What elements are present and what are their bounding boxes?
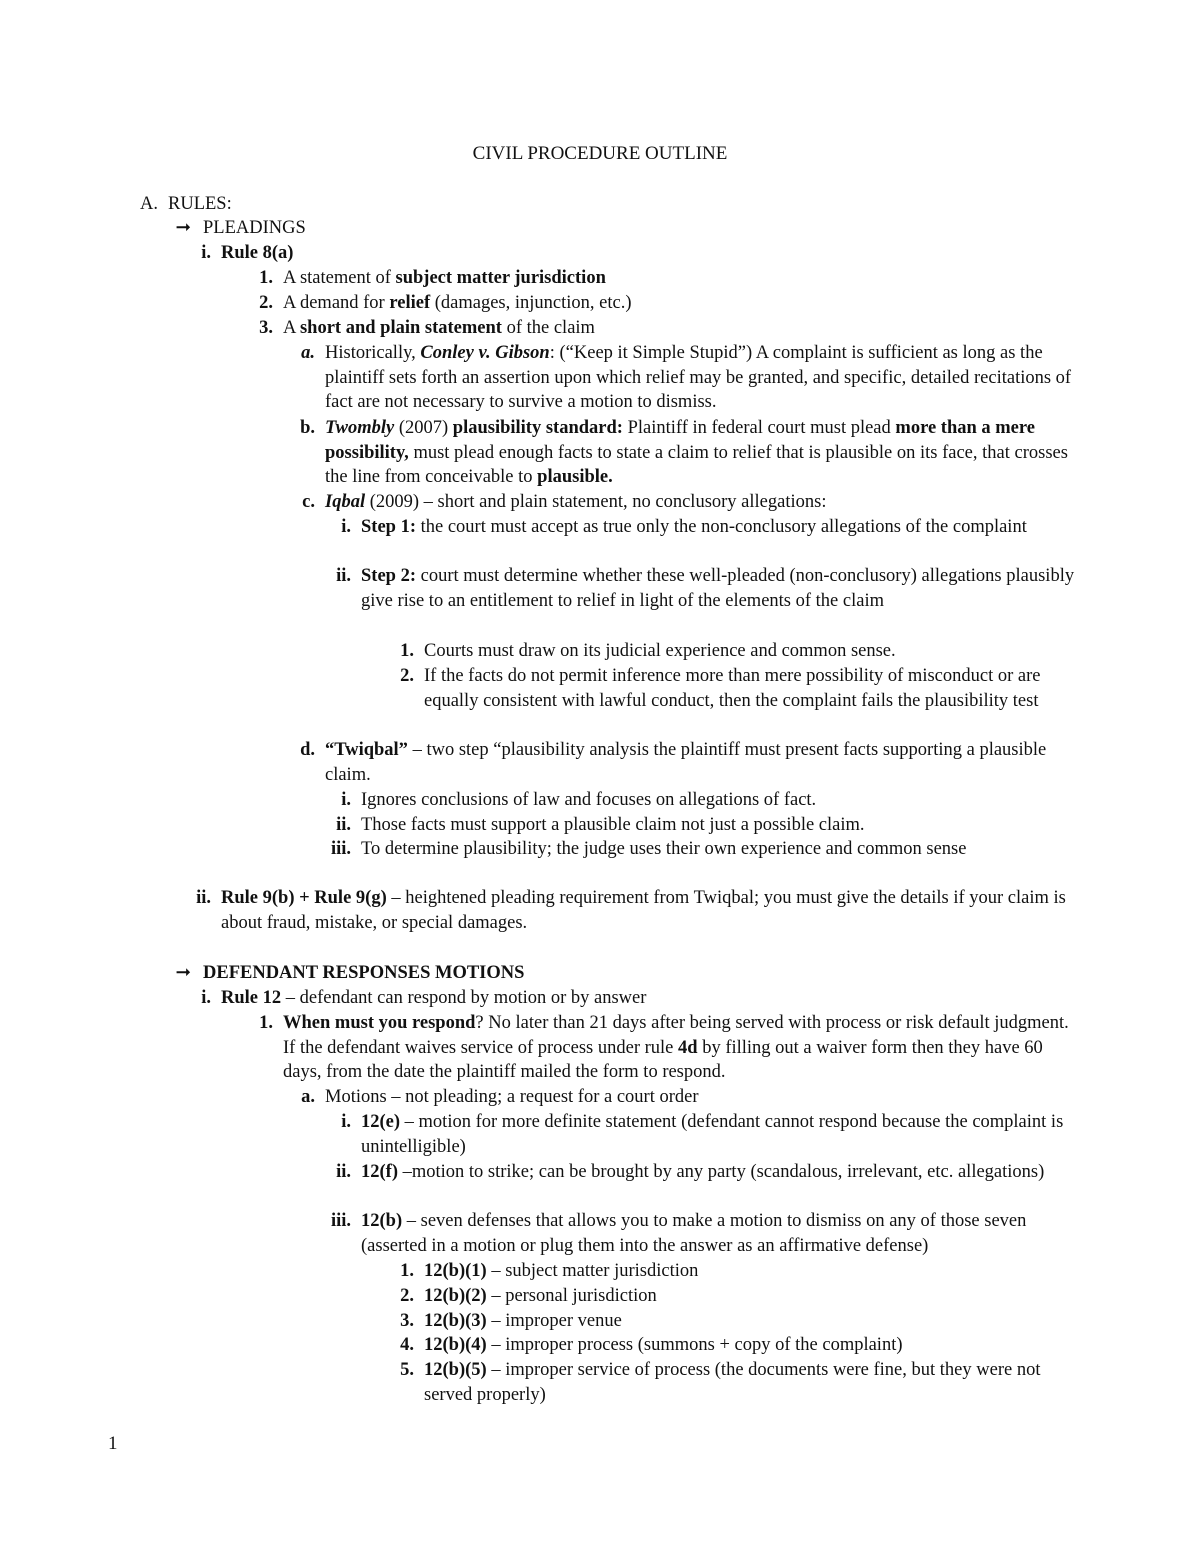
list-item: a. Motions – not pleading; a request for a court order — [301, 1087, 699, 1107]
list-item: ii. 12(f) –motion to strike; can be brought by any party (scandalous, irrelevant, etc. allegations) — [336, 1162, 1045, 1182]
list-item: 1. Courts must draw on its judicial experience and common sense. — [400, 641, 896, 661]
defendant-heading: ➞ DEFENDANT RESPONSES MOTIONS — [203, 961, 1103, 986]
list-item: 1. 12(b)(1) – subject matter jurisdiction — [400, 1261, 699, 1281]
iqbal-paragraph: c. Iqbal (2009) – short and plain statement, no conclusory allegations: — [302, 492, 827, 512]
document-title: CIVIL PROCEDURE OUTLINE — [472, 143, 728, 164]
rule-12-heading: i. Rule 12 – defendant can respond by motion or by answer — [201, 988, 647, 1008]
list-item: 2. If the facts do not permit inference more than mere possibility of misconduct or are equally consistent with lawful conduct, then the complaint fails the plausibility test — [400, 666, 1041, 711]
list-item: 3. 12(b)(3) – improper venue — [400, 1311, 622, 1331]
list-item: 3. A short and plain statement of the claim — [259, 318, 595, 338]
list-item: 1. A statement of subject matter jurisdiction — [259, 268, 606, 288]
arrow-icon: ➞ — [175, 218, 191, 238]
list-item: 2. 12(b)(2) – personal jurisdiction — [400, 1286, 657, 1306]
list-item: iii. 12(b) – seven defenses that allows you to make a motion to dismiss on any of those seven (asserted in a motion or plug them into the answer as an affirmative defense) — [330, 1211, 1027, 1256]
list-item: 4. 12(b)(4) – improper process (summons + copy of the complaint) — [400, 1335, 903, 1355]
pleadings-heading: ➞ PLEADINGS — [203, 216, 1103, 241]
section-a-heading: A. RULES: — [140, 194, 232, 214]
list-item: i. 12(e) – motion for more definite statement (defendant cannot respond because the complaint is unintelligible) — [341, 1112, 1064, 1157]
arrow-icon: ➞ — [175, 963, 191, 983]
page-number: 1 — [108, 1433, 118, 1454]
twiqbal-paragraph: d. “Twiqbal” – two step “plausibility analysis the plaintiff must present facts supporting a plausible claim. — [300, 740, 1047, 785]
iqbal-step-1: i. Step 1: the court must accept as true only the non-conclusory allegations of the complaint — [341, 517, 1027, 537]
respond-paragraph: 1. When must you respond? No later than 21 days after being served with process or risk default judgment. If the defendant waives service of process under rule 4d by filling out a waiver form then they have 60 days, from the date the plaintiff mailed the form to respond. — [259, 1013, 1069, 1083]
twombly-paragraph: b. Twombly (2007) plausibility standard: Plaintiff in federal court must plead more than a mere possibility, must plead enough facts to state a claim to relief that is plausible on its face, that crosses the line from conceivable to plausible. — [300, 418, 1068, 488]
rule-8a-heading: i. Rule 8(a) — [201, 243, 294, 263]
list-item: iii. To determine plausibility; the judge uses their own experience and common sense — [330, 839, 967, 859]
list-item: i. Ignores conclusions of law and focuses on allegations of fact. — [341, 790, 817, 810]
list-item: 5. 12(b)(5) – improper service of process (the documents were fine, but they were not served properly) — [400, 1360, 1041, 1405]
conley-paragraph: a. Historically, Conley v. Gibson: (“Keep it Simple Stupid”) A complaint is sufficient as long as the plaintiff sets forth an assertion upon which relief may be granted, and specific, detailed recitations of fact are not necessary to survive a motion to dismiss. — [301, 343, 1072, 413]
rule-9-paragraph: ii. Rule 9(b) + Rule 9(g) – heightened pleading requirement from Twiqbal; you must give the details if your claim is about fraud, mistake, or special damages. — [196, 888, 1066, 933]
list-item: ii. Those facts must support a plausible claim not just a possible claim. — [336, 815, 865, 835]
list-item: 2. A demand for relief (damages, injunction, etc.) — [259, 293, 632, 313]
iqbal-step-2: ii. Step 2: court must determine whether these well-pleaded (non-conclusory) allegations plausibly give rise to an entitlement to relief in light of the elements of the claim — [336, 566, 1075, 611]
